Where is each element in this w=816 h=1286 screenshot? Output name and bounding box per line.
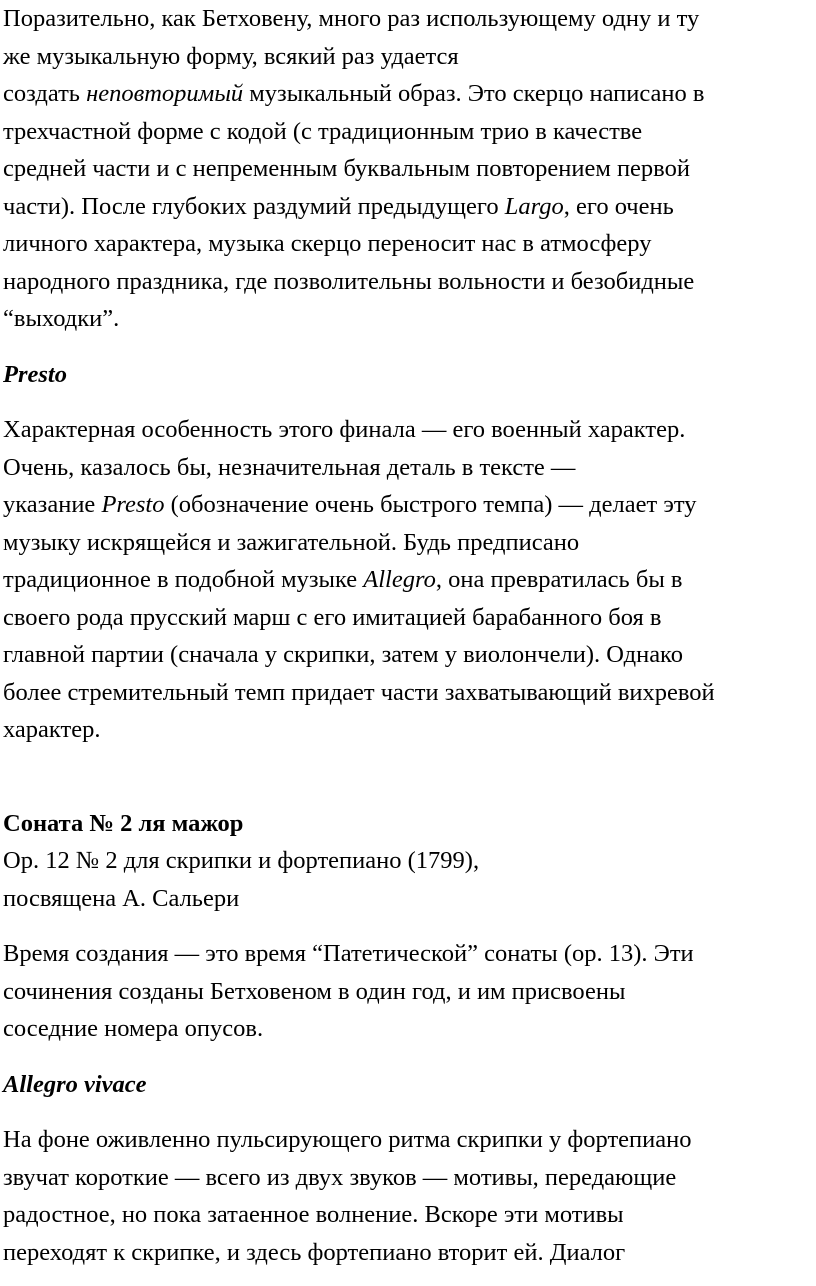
text-line: “выходки”. <box>3 305 120 332</box>
text-run: , его очень <box>563 192 674 220</box>
emphasis-text: Presto <box>101 491 165 518</box>
text-line: радостное, но пока затаенное волнение. Вскоре эти мотивы <box>3 1201 624 1228</box>
section-heading-allegro-vivace: Allegro vivace <box>3 1070 147 1098</box>
text-line: Время создания — это время “Патетической” сонаты (ор. 13). Эти <box>3 940 694 967</box>
text-run: музыкальный образ. Это скерцо написано в <box>243 80 705 107</box>
sonata-header <box>3 805 813 918</box>
sonata-subtitle: Ор. 12 № 2 для скрипки и фортепиано (1799), <box>3 847 480 874</box>
document-page <box>3 0 813 1271</box>
text-line: переходят к скрипке, и здесь фортепиано вторит ей. Диалог <box>3 1238 626 1266</box>
text-line: музыку искрящейся и зажигательной. Будь предписано <box>3 528 580 556</box>
text-line: звучат короткие — всего из двух звуков — мотивы, передающие <box>3 1163 677 1191</box>
emphasis-text: неповторимый <box>86 80 244 107</box>
text-line: главной партии (сначала у скрипки, затем у виолончели). Однако <box>3 641 683 668</box>
emphasis-text: Largo <box>504 192 564 220</box>
sonata-dedication: посвящена А. Сальери <box>3 884 240 912</box>
text-line: своего рода прусский марш с его имитацией барабанного боя в <box>3 603 662 631</box>
sonata-title: Соната № 2 ля мажор <box>3 809 244 837</box>
text-line: народного праздника, где позволительны вольности и безобидные <box>3 267 695 295</box>
presto-paragraph <box>3 411 813 749</box>
text-run: , она превратилась бы в <box>435 566 683 593</box>
text-line: же музыкальную форму, всякий раз удается <box>3 42 459 70</box>
text-line: Очень, казалось бы, незначительная деталь в тексте — <box>3 453 576 481</box>
text-run: указание <box>3 491 102 518</box>
text-line: характер. <box>3 716 101 743</box>
text-line: Характерная особенность этого финала — его военный характер. <box>3 416 686 443</box>
text-line: сочинения созданы Бетховеном в один год, и им присвоены <box>3 977 626 1005</box>
text-run: (обозначение очень быстрого темпа) — делает эту <box>164 491 697 518</box>
text-line: личного характера, музыка скерцо переносит нас в атмосферу <box>3 230 652 257</box>
text-line <box>3 486 813 524</box>
text-run: традиционное в подобной музыке <box>3 566 364 593</box>
allegro-paragraph <box>3 1121 813 1271</box>
section-heading-presto: Presto <box>3 360 67 388</box>
text-run: создать <box>3 80 87 107</box>
text-run: части). После глубоких раздумий предыдущего <box>3 192 505 220</box>
text-line: Поразительно, как Бетховену, много раз использующему одну и ту <box>3 5 700 32</box>
creation-paragraph <box>3 935 813 1048</box>
scherzo-paragraph <box>3 0 813 338</box>
text-line <box>3 75 813 113</box>
text-line: трехчастной форме с кодой (с традиционным трио в качестве <box>3 117 643 145</box>
text-line <box>3 561 813 599</box>
text-line: соседние номера опусов. <box>3 1015 264 1042</box>
text-line <box>3 188 813 226</box>
text-line: На фоне оживленно пульсирующего ритма скрипки у фортепиано <box>3 1126 692 1153</box>
text-line: средней части и с непременным буквальным повторением первой <box>3 155 690 182</box>
emphasis-text: Allegro <box>363 566 436 593</box>
text-line: более стремительный темп придает части захватывающий вихревой <box>3 678 715 706</box>
